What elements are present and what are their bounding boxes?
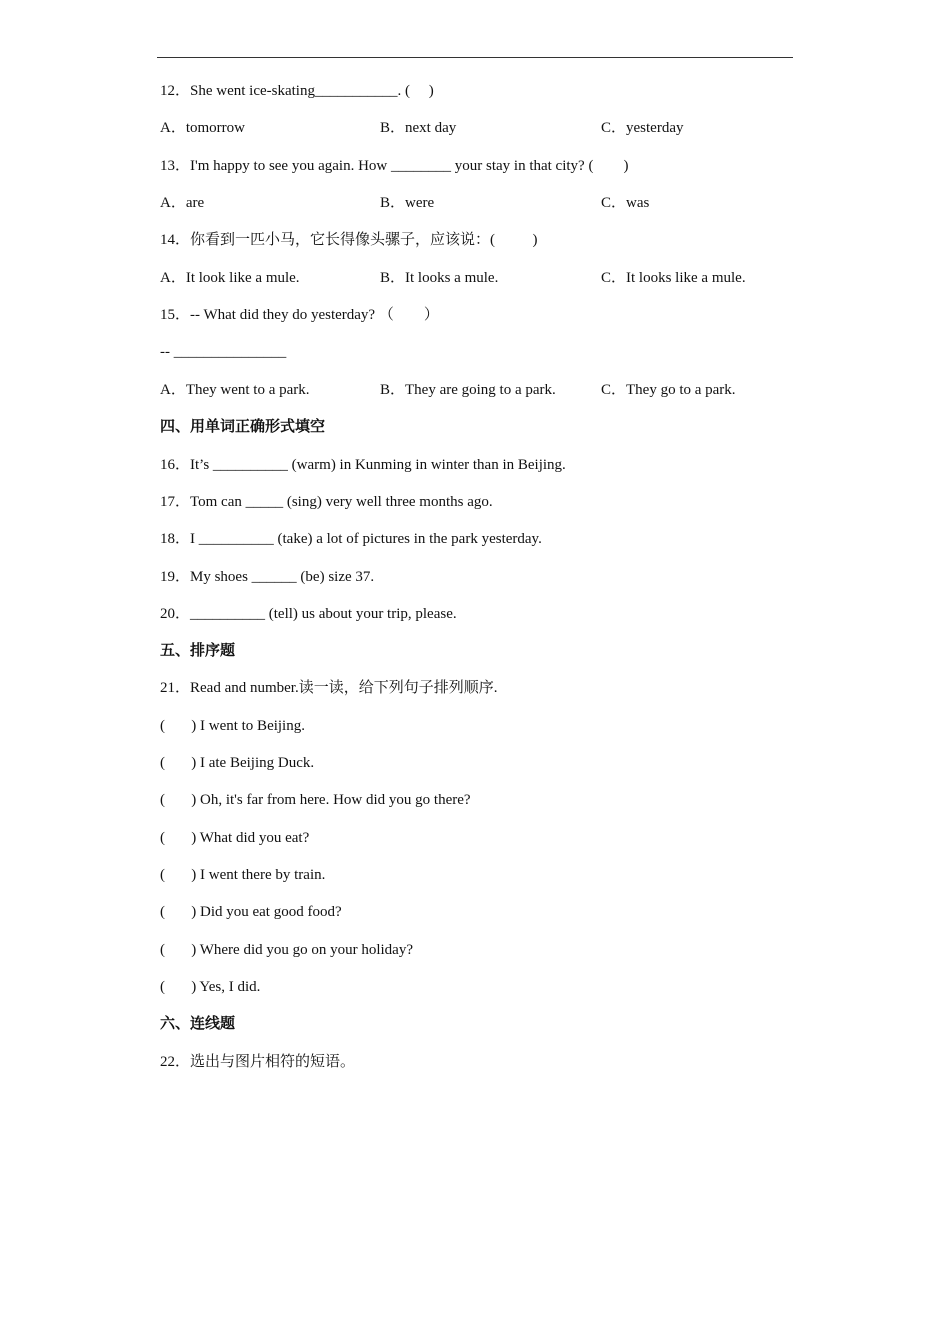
section-5-heading: 五、排序题 — [160, 643, 236, 659]
q13-option-c: C．was — [601, 195, 650, 211]
q15-option-b: B．They are going to a park. — [380, 382, 556, 398]
q13-option-a: A．are — [160, 195, 205, 211]
ordering-item: ( ) Oh, it's far from here. How did you go there? — [160, 792, 471, 808]
question-22-instruction: 22．选出与图片相符的短语。 — [160, 1054, 356, 1070]
question-17: 17．Tom can _____ (sing) very well three months ago. — [160, 494, 493, 510]
question-18: 18．I __________ (take) a lot of pictures in the park yesterday. — [160, 531, 542, 547]
question-20: 20．__________ (tell) us about your trip, please. — [160, 606, 457, 622]
question-16: 16．It’s __________ (warm) in Kunming in winter than in Beijing. — [160, 457, 566, 473]
question-21-instruction: 21．Read and number.读一读，给下列句子排列顺序. — [160, 680, 498, 696]
ordering-item: ( ) I went there by train. — [160, 867, 326, 883]
question-14-stem: 14．你看到一匹小马，它长得像头骡子，应该说：( ) — [160, 232, 538, 248]
header-rule — [157, 57, 793, 58]
q14-option-a: A．It look like a mule. — [160, 270, 300, 286]
ordering-item: ( ) Did you eat good food? — [160, 904, 342, 920]
q12-option-b: B．next day — [380, 120, 457, 136]
question-19: 19．My shoes ______ (be) size 37. — [160, 569, 375, 585]
q15-option-c: C．They go to a park. — [601, 382, 736, 398]
ordering-item: ( ) I went to Beijing. — [160, 718, 305, 734]
ordering-item: ( ) I ate Beijing Duck. — [160, 755, 315, 771]
q15-answer-line: -- _______________ — [160, 344, 287, 360]
q15-option-a: A．They went to a park. — [160, 382, 310, 398]
question-13-stem: 13．I'm happy to see you again. How ________ your stay in that city? ( ) — [160, 158, 629, 174]
question-15-stem: 15．-- What did they do yesterday? （ ） — [160, 307, 439, 323]
q13-option-b: B．were — [380, 195, 435, 211]
ordering-item: ( ) What did you eat? — [160, 830, 310, 846]
question-12-stem: 12．She went ice-skating___________. ( ) — [160, 83, 434, 99]
ordering-item: ( ) Yes, I did. — [160, 979, 261, 995]
q12-option-a: A．tomorrow — [160, 120, 245, 136]
q14-option-b: B．It looks a mule. — [380, 270, 499, 286]
section-6-heading: 六、连线题 — [160, 1016, 236, 1032]
q14-option-c: C．It looks like a mule. — [601, 270, 746, 286]
q12-option-c: C．yesterday — [601, 120, 684, 136]
ordering-item: ( ) Where did you go on your holiday? — [160, 942, 414, 958]
section-4-heading: 四、用单词正确形式填空 — [160, 419, 326, 435]
